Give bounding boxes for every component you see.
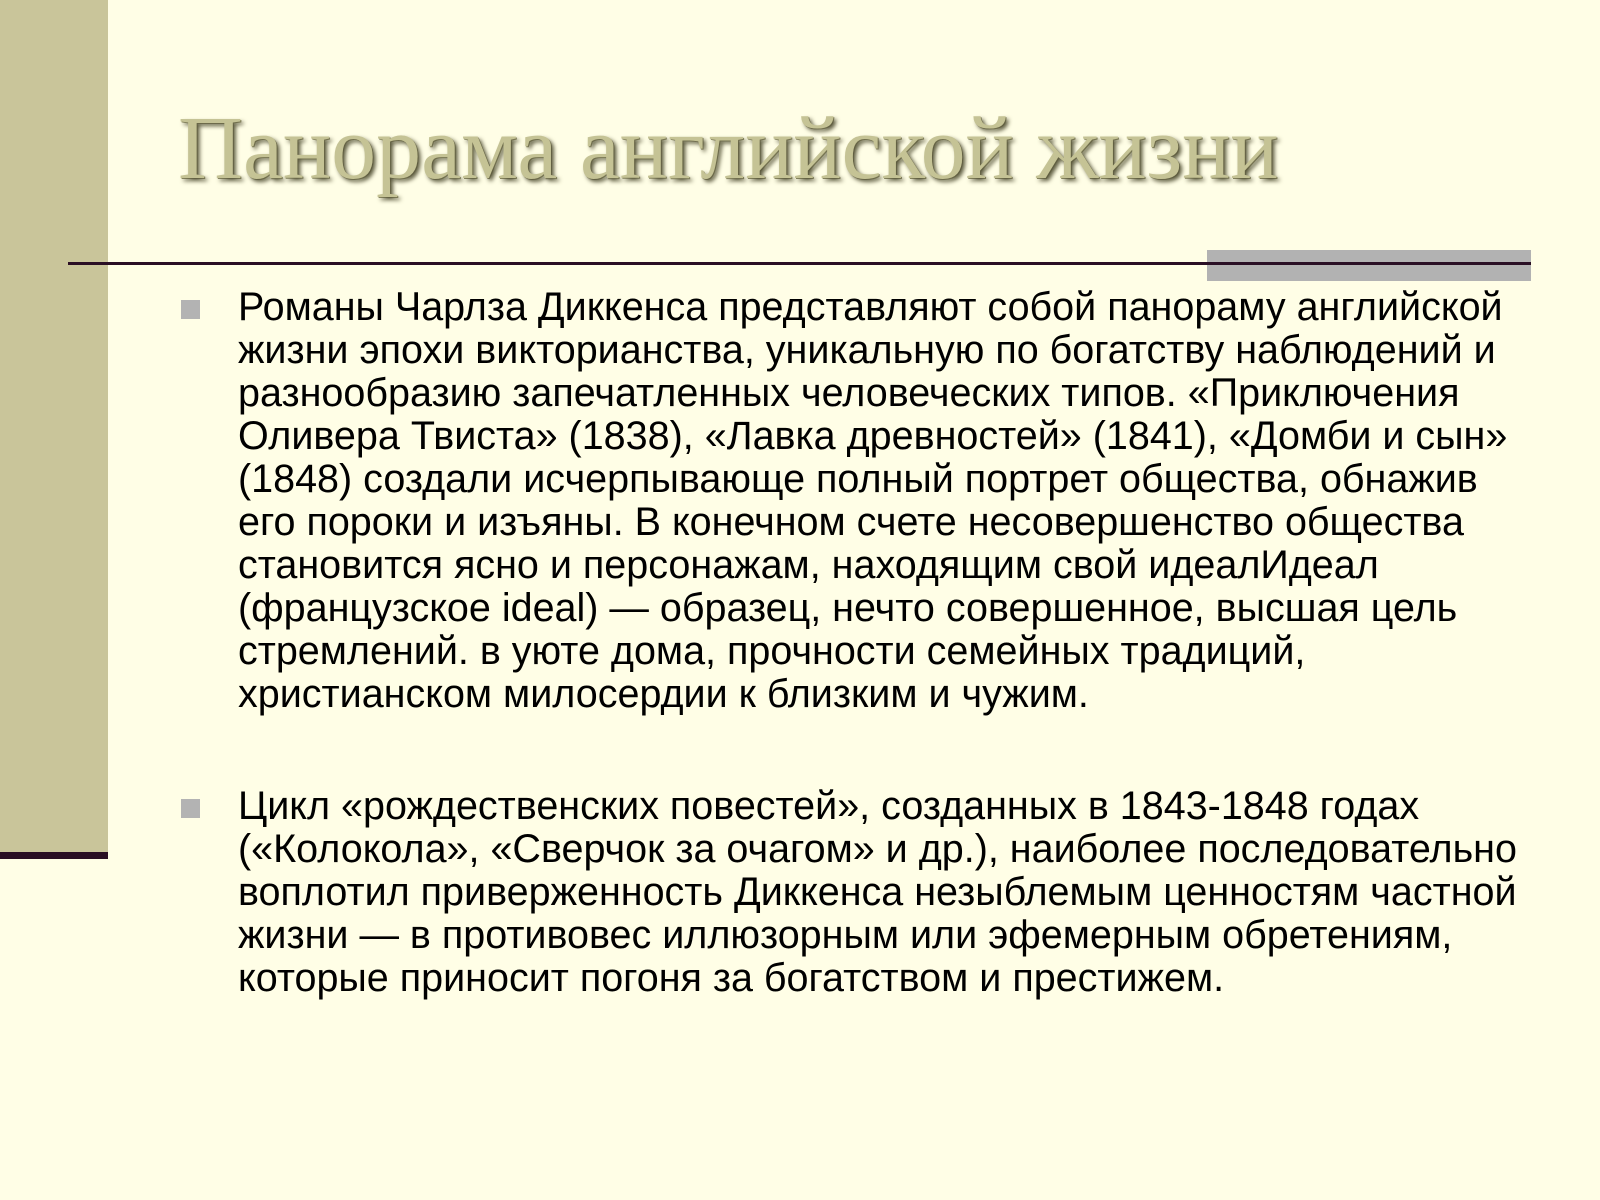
bullet-item: [178, 286, 1518, 716]
slide-body: [178, 286, 1518, 1000]
side-decoration-rule: [0, 852, 108, 859]
bullet-item: [178, 785, 1518, 1000]
slide-title: Панорама английской жизни: [178, 99, 1279, 198]
bullet-text: Романы Чарлза Диккенса представляют собой панораму английской жизни эпохи викторианства, уникальную по богатству наблюдений и разнообразию запечатленных человеческих типов. «Приключения Оливера Твиста» (1838), «Лавка древностей» (1841), «Домби и сын» (1848) создали исчерпывающе полный портрет общества, обнажив его пороки и изъяны. В конечном счете несовершенство общества становится ясно и персонажам, находящим свой идеалИдеал (французское ideal) — образец, нечто совершенное, высшая цель стремлений. в уюте дома, прочности семейных традиций, христианском милосердии к близким и чужим.: [238, 285, 1508, 716]
square-bullet-icon: [181, 300, 200, 319]
square-bullet-icon: [181, 799, 200, 818]
side-decoration-band: [0, 0, 108, 852]
bullet-text: Цикл «рождественских повестей», созданных в 1843-1848 годах («Колокола», «Сверчок за очагом» и др.), наиболее последовательно воплотил приверженность Диккенса незыблемым ценностям частной жизни — в противовес иллюзорным или эфемерным обретениям, которые приносит погоня за богатством и престижем.: [238, 784, 1517, 1000]
title-accent-block: [1207, 250, 1531, 281]
